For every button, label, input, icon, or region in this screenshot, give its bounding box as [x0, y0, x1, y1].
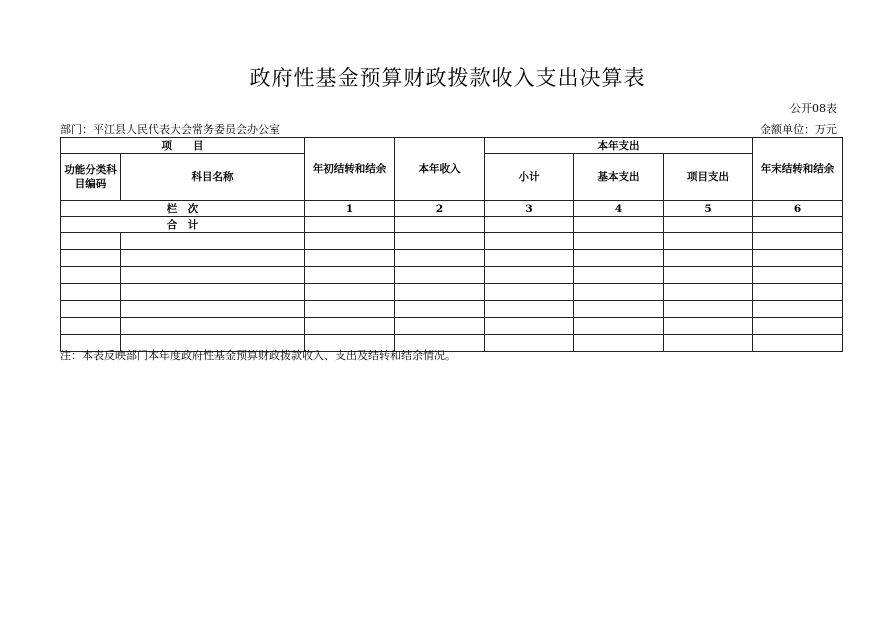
- lane-number-row: [61, 201, 843, 217]
- table-cell: [574, 335, 664, 352]
- table-cell: [664, 318, 753, 335]
- table-cell: [305, 250, 395, 267]
- table-cell: [753, 335, 843, 352]
- table-cell: [121, 267, 305, 284]
- table-cell: [753, 250, 843, 267]
- table-cell: [664, 250, 753, 267]
- lane-number: 1: [305, 201, 395, 217]
- table-cell: [664, 233, 753, 250]
- header-subject-name: 科目名称: [121, 154, 305, 201]
- lane-number: 5: [664, 201, 753, 217]
- table-cell: [664, 267, 753, 284]
- header-end-balance: 年末结转和结余: [753, 138, 843, 201]
- table-row: [61, 267, 843, 284]
- header-begin-balance: 年初结转和结余: [305, 138, 395, 201]
- table-row: [61, 318, 843, 335]
- header-func-code: 功能分类科目编码: [61, 154, 121, 201]
- table-cell: [485, 267, 574, 284]
- total-cell: [485, 217, 574, 233]
- lane-label: 栏 次: [61, 201, 305, 217]
- table-row: [61, 301, 843, 318]
- table-cell: [664, 335, 753, 352]
- total-label: 合 计: [61, 217, 305, 233]
- table-cell: [753, 301, 843, 318]
- table-cell: [305, 318, 395, 335]
- table-cell: [574, 267, 664, 284]
- header-item: 项 目: [61, 138, 305, 154]
- header-subtotal: 小计: [485, 154, 574, 201]
- table-cell: [121, 233, 305, 250]
- table-cell: [395, 318, 485, 335]
- header-row-1: [61, 138, 843, 154]
- table-row: [61, 233, 843, 250]
- amount-unit-label: 金额单位：万元: [760, 123, 837, 136]
- table-cell: [121, 318, 305, 335]
- lane-number: 3: [485, 201, 574, 217]
- table-cell: [664, 301, 753, 318]
- form-number: 公开08表: [790, 102, 837, 115]
- table-cell: [664, 284, 753, 301]
- header-project-expense: 项目支出: [664, 154, 753, 201]
- table-cell: [395, 301, 485, 318]
- table-row: [61, 250, 843, 267]
- table-cell: [61, 318, 121, 335]
- table-cell: [485, 233, 574, 250]
- total-cell: [753, 217, 843, 233]
- table-row: [61, 284, 843, 301]
- table-cell: [395, 267, 485, 284]
- table-cell: [305, 267, 395, 284]
- table-cell: [574, 301, 664, 318]
- table-cell: [574, 318, 664, 335]
- table-cell: [61, 284, 121, 301]
- table-cell: [395, 233, 485, 250]
- page-title: 政府性基金预算财政拨款收入支出决算表: [249, 66, 646, 90]
- table-cell: [574, 233, 664, 250]
- table-cell: [574, 250, 664, 267]
- table-cell: [753, 284, 843, 301]
- fund-budget-table: [60, 137, 843, 352]
- table-cell: [485, 284, 574, 301]
- table-cell: [305, 284, 395, 301]
- table-cell: [485, 335, 574, 352]
- total-cell: [395, 217, 485, 233]
- table-cell: [753, 233, 843, 250]
- table-cell: [485, 318, 574, 335]
- total-cell: [664, 217, 753, 233]
- table-cell: [61, 301, 121, 318]
- total-cell: [574, 217, 664, 233]
- total-row: [61, 217, 843, 233]
- table-cell: [395, 250, 485, 267]
- header-expense: 本年支出: [485, 138, 753, 154]
- lane-number: 6: [753, 201, 843, 217]
- table-cell: [61, 267, 121, 284]
- table-cell: [753, 267, 843, 284]
- table-cell: [61, 233, 121, 250]
- table-cell: [485, 301, 574, 318]
- lane-number: 4: [574, 201, 664, 217]
- table-cell: [485, 250, 574, 267]
- header-basic-expense: 基本支出: [574, 154, 664, 201]
- table-cell: [121, 284, 305, 301]
- table-cell: [121, 301, 305, 318]
- header-income: 本年收入: [395, 138, 485, 201]
- table-cell: [753, 318, 843, 335]
- department-label: 部门：平江县人民代表大会常务委员会办公室: [60, 123, 280, 136]
- total-cell: [305, 217, 395, 233]
- footnote: 注：本表反映部门本年度政府性基金预算财政拨款收入、支出及结转和结余情况。: [60, 349, 456, 362]
- table-cell: [574, 284, 664, 301]
- lane-number: 2: [395, 201, 485, 217]
- table-cell: [121, 250, 305, 267]
- table-cell: [305, 233, 395, 250]
- table-cell: [395, 284, 485, 301]
- table-cell: [61, 250, 121, 267]
- table-cell: [305, 301, 395, 318]
